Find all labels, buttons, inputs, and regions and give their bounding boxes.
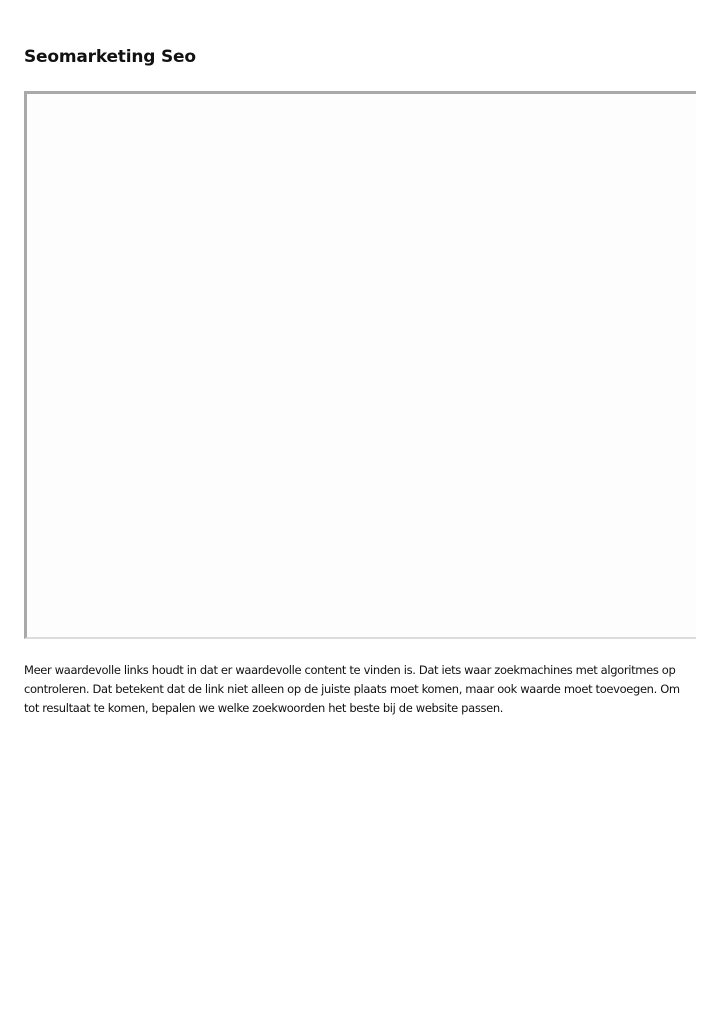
article-paragraph: Meer waardevolle links houdt in dat er waardevolle content te vinden is. Dat iets waar zoekmachines met algoritmes op controleren. Dat betekent dat de link niet alleen op de juiste plaats moet komen, maar ook waarde moet toevoegen. Om tot resultaat te komen, bepalen we welke zoekwoorden het beste bij de website passen. xyxy=(24,663,680,715)
embedded-frame[interactable] xyxy=(24,91,696,639)
page-title: Seomarketing Seo xyxy=(24,47,196,67)
